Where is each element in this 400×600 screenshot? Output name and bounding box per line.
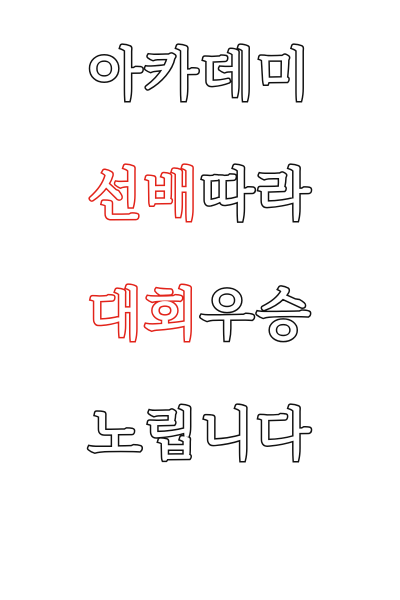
text-competition-highlight: 대회: [87, 283, 200, 348]
headline-line-3: [0, 276, 400, 356]
text-academy: 아카데미: [87, 43, 313, 108]
text-win: 우승: [200, 283, 313, 348]
text-aiming: 노립니다: [87, 403, 313, 468]
headline-line-2: [0, 156, 400, 236]
text-follow: 따라: [200, 163, 313, 228]
headline-line-1: [0, 36, 400, 116]
headline-line-4: [0, 396, 400, 476]
text-senior-highlight: 선배: [87, 163, 200, 228]
